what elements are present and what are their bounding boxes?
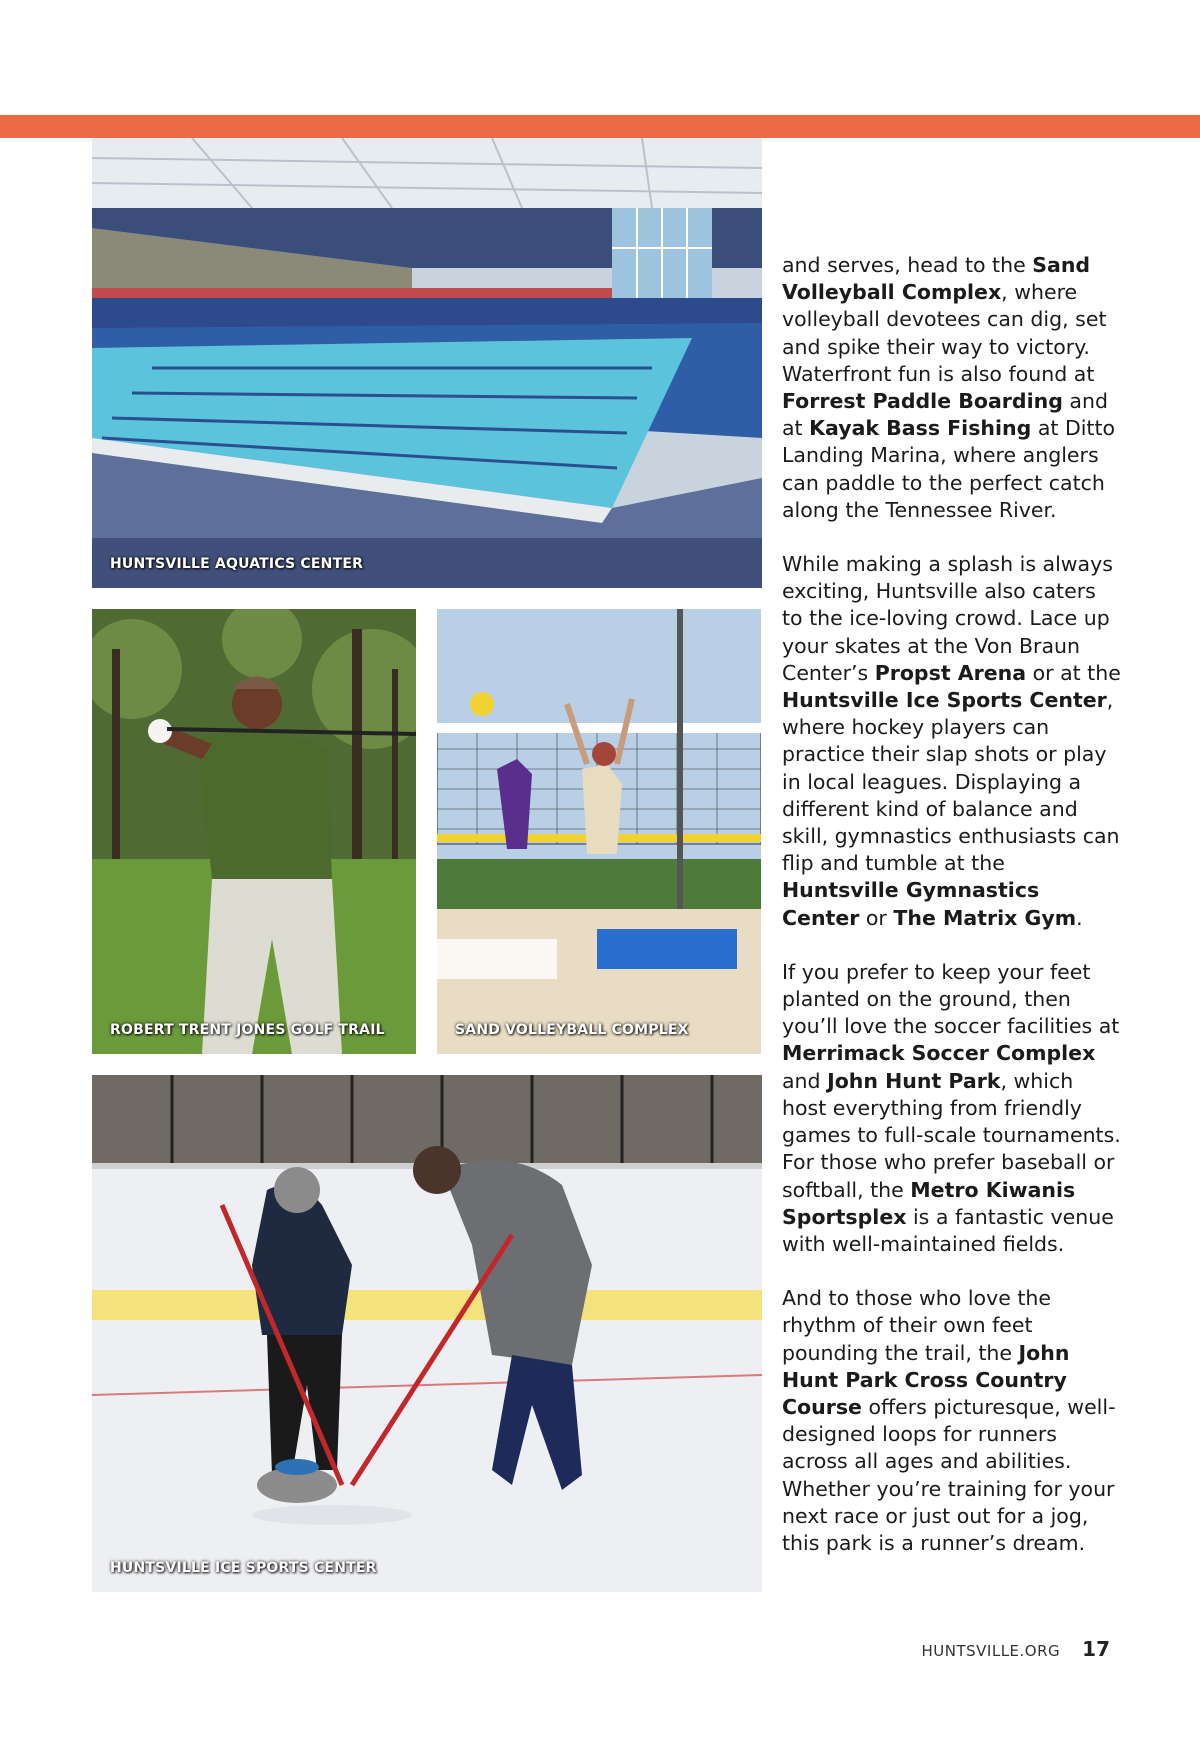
photo-caption: ROBERT TRENT JONES GOLF TRAIL: [110, 1022, 385, 1038]
ice-sports-photo: [92, 1075, 762, 1592]
paragraph-text: and at: [782, 389, 1108, 441]
venue-name: Huntsville Gymnastics Center: [782, 878, 1040, 930]
paragraph-text: and: [782, 1068, 828, 1093]
page-footer: [921, 1637, 1110, 1661]
venue-name: Merrimack Soccer Complex: [782, 1041, 1096, 1066]
sand-volleyball-photo: [437, 609, 761, 1054]
paragraph-text: or at the: [1026, 660, 1121, 685]
paragraph-text: If you prefer to keep your feet planted on the ground, then you’ll love the soccer facilities at: [782, 959, 1120, 1039]
article-paragraph: [782, 959, 1122, 1258]
venue-name: Propst Arena: [874, 660, 1027, 685]
venue-name: Metro Kiwanis Sportsplex: [782, 1177, 1076, 1229]
article-paragraph: [782, 1285, 1122, 1557]
paragraph-text: at Ditto Landing Marina, where anglers can paddle to the perfect catch along the Tennessee River.: [782, 416, 1116, 522]
paragraph-text: .: [1076, 905, 1083, 930]
paragraph-text: and serves, head to the: [782, 253, 1033, 277]
paragraph-text: , where volleyball devotees can dig, set and spike their way to victory. Waterfront fun is also found at: [782, 280, 1107, 386]
paragraph-text: While making a splash is always exciting, Huntsville also caters to the ice-loving crowd. Lace up your skates at the Von Braun Center’s: [782, 552, 1113, 685]
venue-name: Kayak Bass Fishing: [809, 416, 1032, 441]
article-paragraph: [782, 551, 1122, 932]
footer-site-url[interactable]: HUNTSVILLE.ORG: [921, 1642, 1061, 1660]
photo-caption: SAND VOLLEYBALL COMPLEX: [455, 1022, 689, 1038]
paragraph-text: , which host everything from friendly games to full-scale tournaments. For those who prefer baseball or softball, the: [782, 1068, 1121, 1202]
accent-bar: [0, 115, 1200, 138]
golf-trail-photo: [92, 609, 416, 1054]
paragraph-text: is a fantastic venue with well-maintained fields.: [782, 1204, 1114, 1256]
paragraph-text: , where hockey players can practice their slap shots or play in local leagues. Displaying a different kind of balance and skill, gymnastics enthusiasts can flip and tumble at the: [782, 688, 1120, 876]
paragraph-text: or: [859, 905, 894, 930]
venue-name: The Matrix Gym: [893, 905, 1077, 930]
venue-name: Sand Volleyball Complex: [782, 253, 1091, 305]
article-body: [782, 252, 1122, 1584]
venue-name: Forrest Paddle Boarding: [782, 389, 1063, 414]
venue-name: John Hunt Park Cross Country Course: [782, 1340, 1070, 1419]
photo-caption: HUNTSVILLE ICE SPORTS CENTER: [110, 1560, 377, 1576]
venue-name: John Hunt Park: [827, 1068, 1001, 1093]
paragraph-text: offers picturesque, well-designed loops for runners across all ages and abilities. Whether you’re training for your next race or just out for a jog, this park is a runner’s dream.: [782, 1394, 1116, 1555]
photo-caption: HUNTSVILLE AQUATICS CENTER: [110, 556, 364, 572]
venue-name: Huntsville Ice Sports Center: [782, 688, 1107, 713]
page-number: 17: [1082, 1637, 1110, 1661]
article-paragraph: [782, 252, 1122, 524]
aquatics-center-photo: [92, 138, 762, 588]
paragraph-text: And to those who love the rhythm of their own feet pounding the trail, the: [782, 1286, 1051, 1365]
